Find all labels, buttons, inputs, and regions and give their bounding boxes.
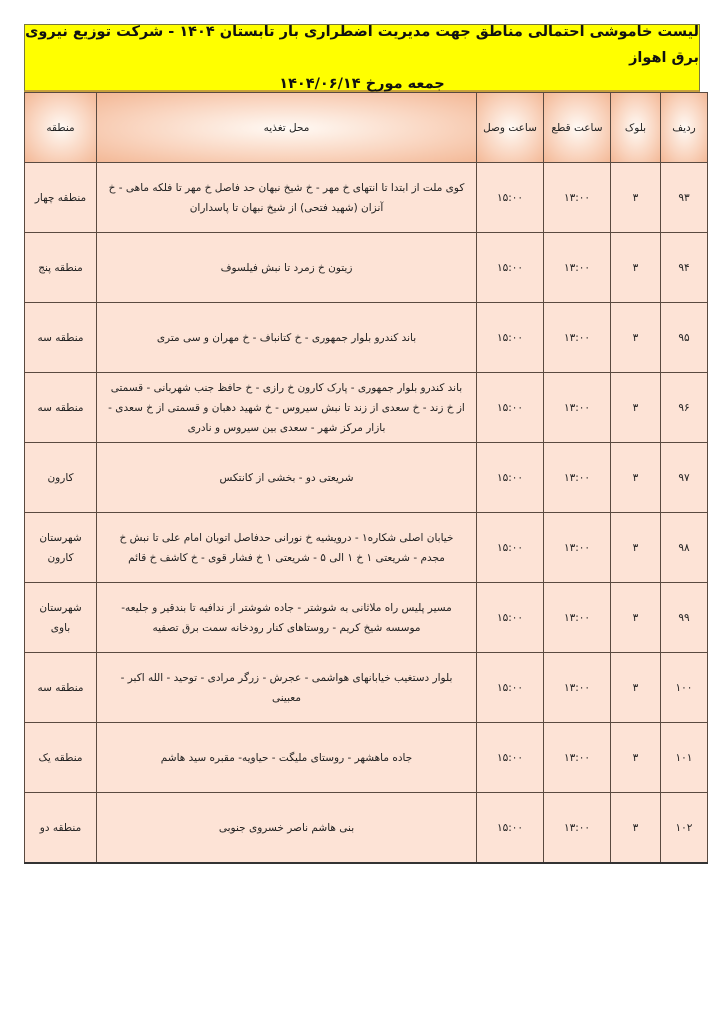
cell-row-number: ۹۷: [661, 443, 708, 513]
outage-table: [24, 92, 708, 864]
document-date: جمعه مورخ ۱۴۰۴/۰۶/۱۴: [279, 75, 445, 92]
header-cut-time: ساعت قطع: [544, 93, 611, 163]
table-row: [25, 653, 708, 723]
cell-cut-time: ۱۳:۰۰: [544, 443, 611, 513]
cell-block: ۳: [611, 373, 661, 443]
outage-schedule-sheet: [24, 24, 700, 864]
cell-region: کارون: [25, 443, 97, 513]
cell-region: منطقه سه: [25, 303, 97, 373]
cell-feed-location: زیتون خ زمرد تا نبش فیلسوف: [97, 233, 477, 303]
document-title: لیست خاموشی احتمالی مناطق جهت مدیریت اضطراری بار تابستان ۱۴۰۴ - شرکت توزیع نیروی برق اهواز: [25, 23, 699, 66]
cell-connect-time: ۱۵:۰۰: [477, 233, 544, 303]
cell-connect-time: ۱۵:۰۰: [477, 443, 544, 513]
cell-block: ۳: [611, 583, 661, 653]
cell-connect-time: ۱۵:۰۰: [477, 583, 544, 653]
cell-feed-location: باند کندرو بلوار جمهوری - پارک کارون خ رازی - خ حافظ جنب شهربانی - قسمتی از خ زند - خ سعدی از زند تا نبش سیروس - خ شهید دهبان و قسمتی از خ سعدی - بازار مرکز شهر - سعدی بین سیروس و نادری: [97, 373, 477, 443]
cell-feed-location: بنی هاشم ناصر خسروی جنوبی: [97, 793, 477, 864]
table-row: [25, 373, 708, 443]
cell-feed-location: مسیر پلیس راه ملاثانی به شوشتر - جاده شوشتر از ندافیه تا بندقیر و جلیعه- موسسه شیخ کریم - روستاهای کنار رودخانه سمت برق تصفیه: [97, 583, 477, 653]
cell-row-number: ۹۶: [661, 373, 708, 443]
header-region: منطقه: [25, 93, 97, 163]
cell-row-number: ۹۹: [661, 583, 708, 653]
cell-region: شهرستان باوی: [25, 583, 97, 653]
cell-connect-time: ۱۵:۰۰: [477, 163, 544, 233]
table-row: [25, 513, 708, 583]
cell-row-number: ۱۰۱: [661, 723, 708, 793]
cell-row-number: ۹۴: [661, 233, 708, 303]
cell-block: ۳: [611, 443, 661, 513]
cell-cut-time: ۱۳:۰۰: [544, 163, 611, 233]
cell-row-number: ۹۸: [661, 513, 708, 583]
cell-row-number: ۹۳: [661, 163, 708, 233]
cell-region: شهرستان کارون: [25, 513, 97, 583]
table-row: [25, 443, 708, 513]
cell-row-number: ۱۰۲: [661, 793, 708, 864]
header-block: بلوک: [611, 93, 661, 163]
cell-cut-time: ۱۳:۰۰: [544, 583, 611, 653]
cell-block: ۳: [611, 303, 661, 373]
table-row: [25, 793, 708, 864]
cell-cut-time: ۱۳:۰۰: [544, 723, 611, 793]
cell-feed-location: باند کندرو بلوار جمهوری - خ کتانباف - خ مهران و سی متری: [97, 303, 477, 373]
cell-cut-time: ۱۳:۰۰: [544, 303, 611, 373]
cell-block: ۳: [611, 233, 661, 303]
cell-connect-time: ۱۵:۰۰: [477, 513, 544, 583]
cell-region: منطقه سه: [25, 653, 97, 723]
cell-region: منطقه دو: [25, 793, 97, 864]
cell-cut-time: ۱۳:۰۰: [544, 373, 611, 443]
cell-block: ۳: [611, 723, 661, 793]
cell-connect-time: ۱۵:۰۰: [477, 303, 544, 373]
cell-feed-location: کوی ملت از ابتدا تا انتهای خ مهر - خ شیخ نبهان حد فاصل خ مهر تا فلکه ماهی - خ آنزان (شهید فتحی) از شیخ نبهان تا پاسداران: [97, 163, 477, 233]
cell-block: ۳: [611, 793, 661, 864]
cell-region: منطقه سه: [25, 373, 97, 443]
table-row: [25, 163, 708, 233]
cell-region: منطقه چهار: [25, 163, 97, 233]
cell-connect-time: ۱۵:۰۰: [477, 653, 544, 723]
cell-region: منطقه یک: [25, 723, 97, 793]
cell-region: منطقه پنج: [25, 233, 97, 303]
cell-row-number: ۱۰۰: [661, 653, 708, 723]
table-row: [25, 583, 708, 653]
cell-connect-time: ۱۵:۰۰: [477, 793, 544, 864]
cell-block: ۳: [611, 653, 661, 723]
cell-feed-location: جاده ماهشهر - روستای ملیگت - حیاویه- مقبره سید هاشم: [97, 723, 477, 793]
cell-cut-time: ۱۳:۰۰: [544, 513, 611, 583]
table-row: [25, 723, 708, 793]
header-connect-time: ساعت وصل: [477, 93, 544, 163]
cell-connect-time: ۱۵:۰۰: [477, 723, 544, 793]
cell-block: ۳: [611, 163, 661, 233]
cell-cut-time: ۱۳:۰۰: [544, 793, 611, 864]
header-row-number: ردیف: [661, 93, 708, 163]
cell-cut-time: ۱۳:۰۰: [544, 233, 611, 303]
cell-connect-time: ۱۵:۰۰: [477, 373, 544, 443]
cell-cut-time: ۱۳:۰۰: [544, 653, 611, 723]
cell-feed-location: خیابان اصلی شکاره۱ - درویشیه خ نورانی حدفاصل اتوبان امام علی تا نبش خ مجدم - شریعتی ۱ خ ۱ الی ۵ - شریعتی ۱ خ فشار قوی - خ کاشف خ قائم: [97, 513, 477, 583]
cell-block: ۳: [611, 513, 661, 583]
header-feed-location: محل تغذیه: [97, 93, 477, 163]
cell-row-number: ۹۵: [661, 303, 708, 373]
table-row: [25, 303, 708, 373]
cell-feed-location: بلوار دستغیب خیابانهای هواشمی - عجرش - زرگر مرادی - توحید - الله اکبر - معبینی: [97, 653, 477, 723]
table-header-row: [25, 93, 708, 163]
table-row: [25, 233, 708, 303]
cell-feed-location: شریعتی دو - بخشی از کانتکس: [97, 443, 477, 513]
title-band: [24, 24, 700, 92]
